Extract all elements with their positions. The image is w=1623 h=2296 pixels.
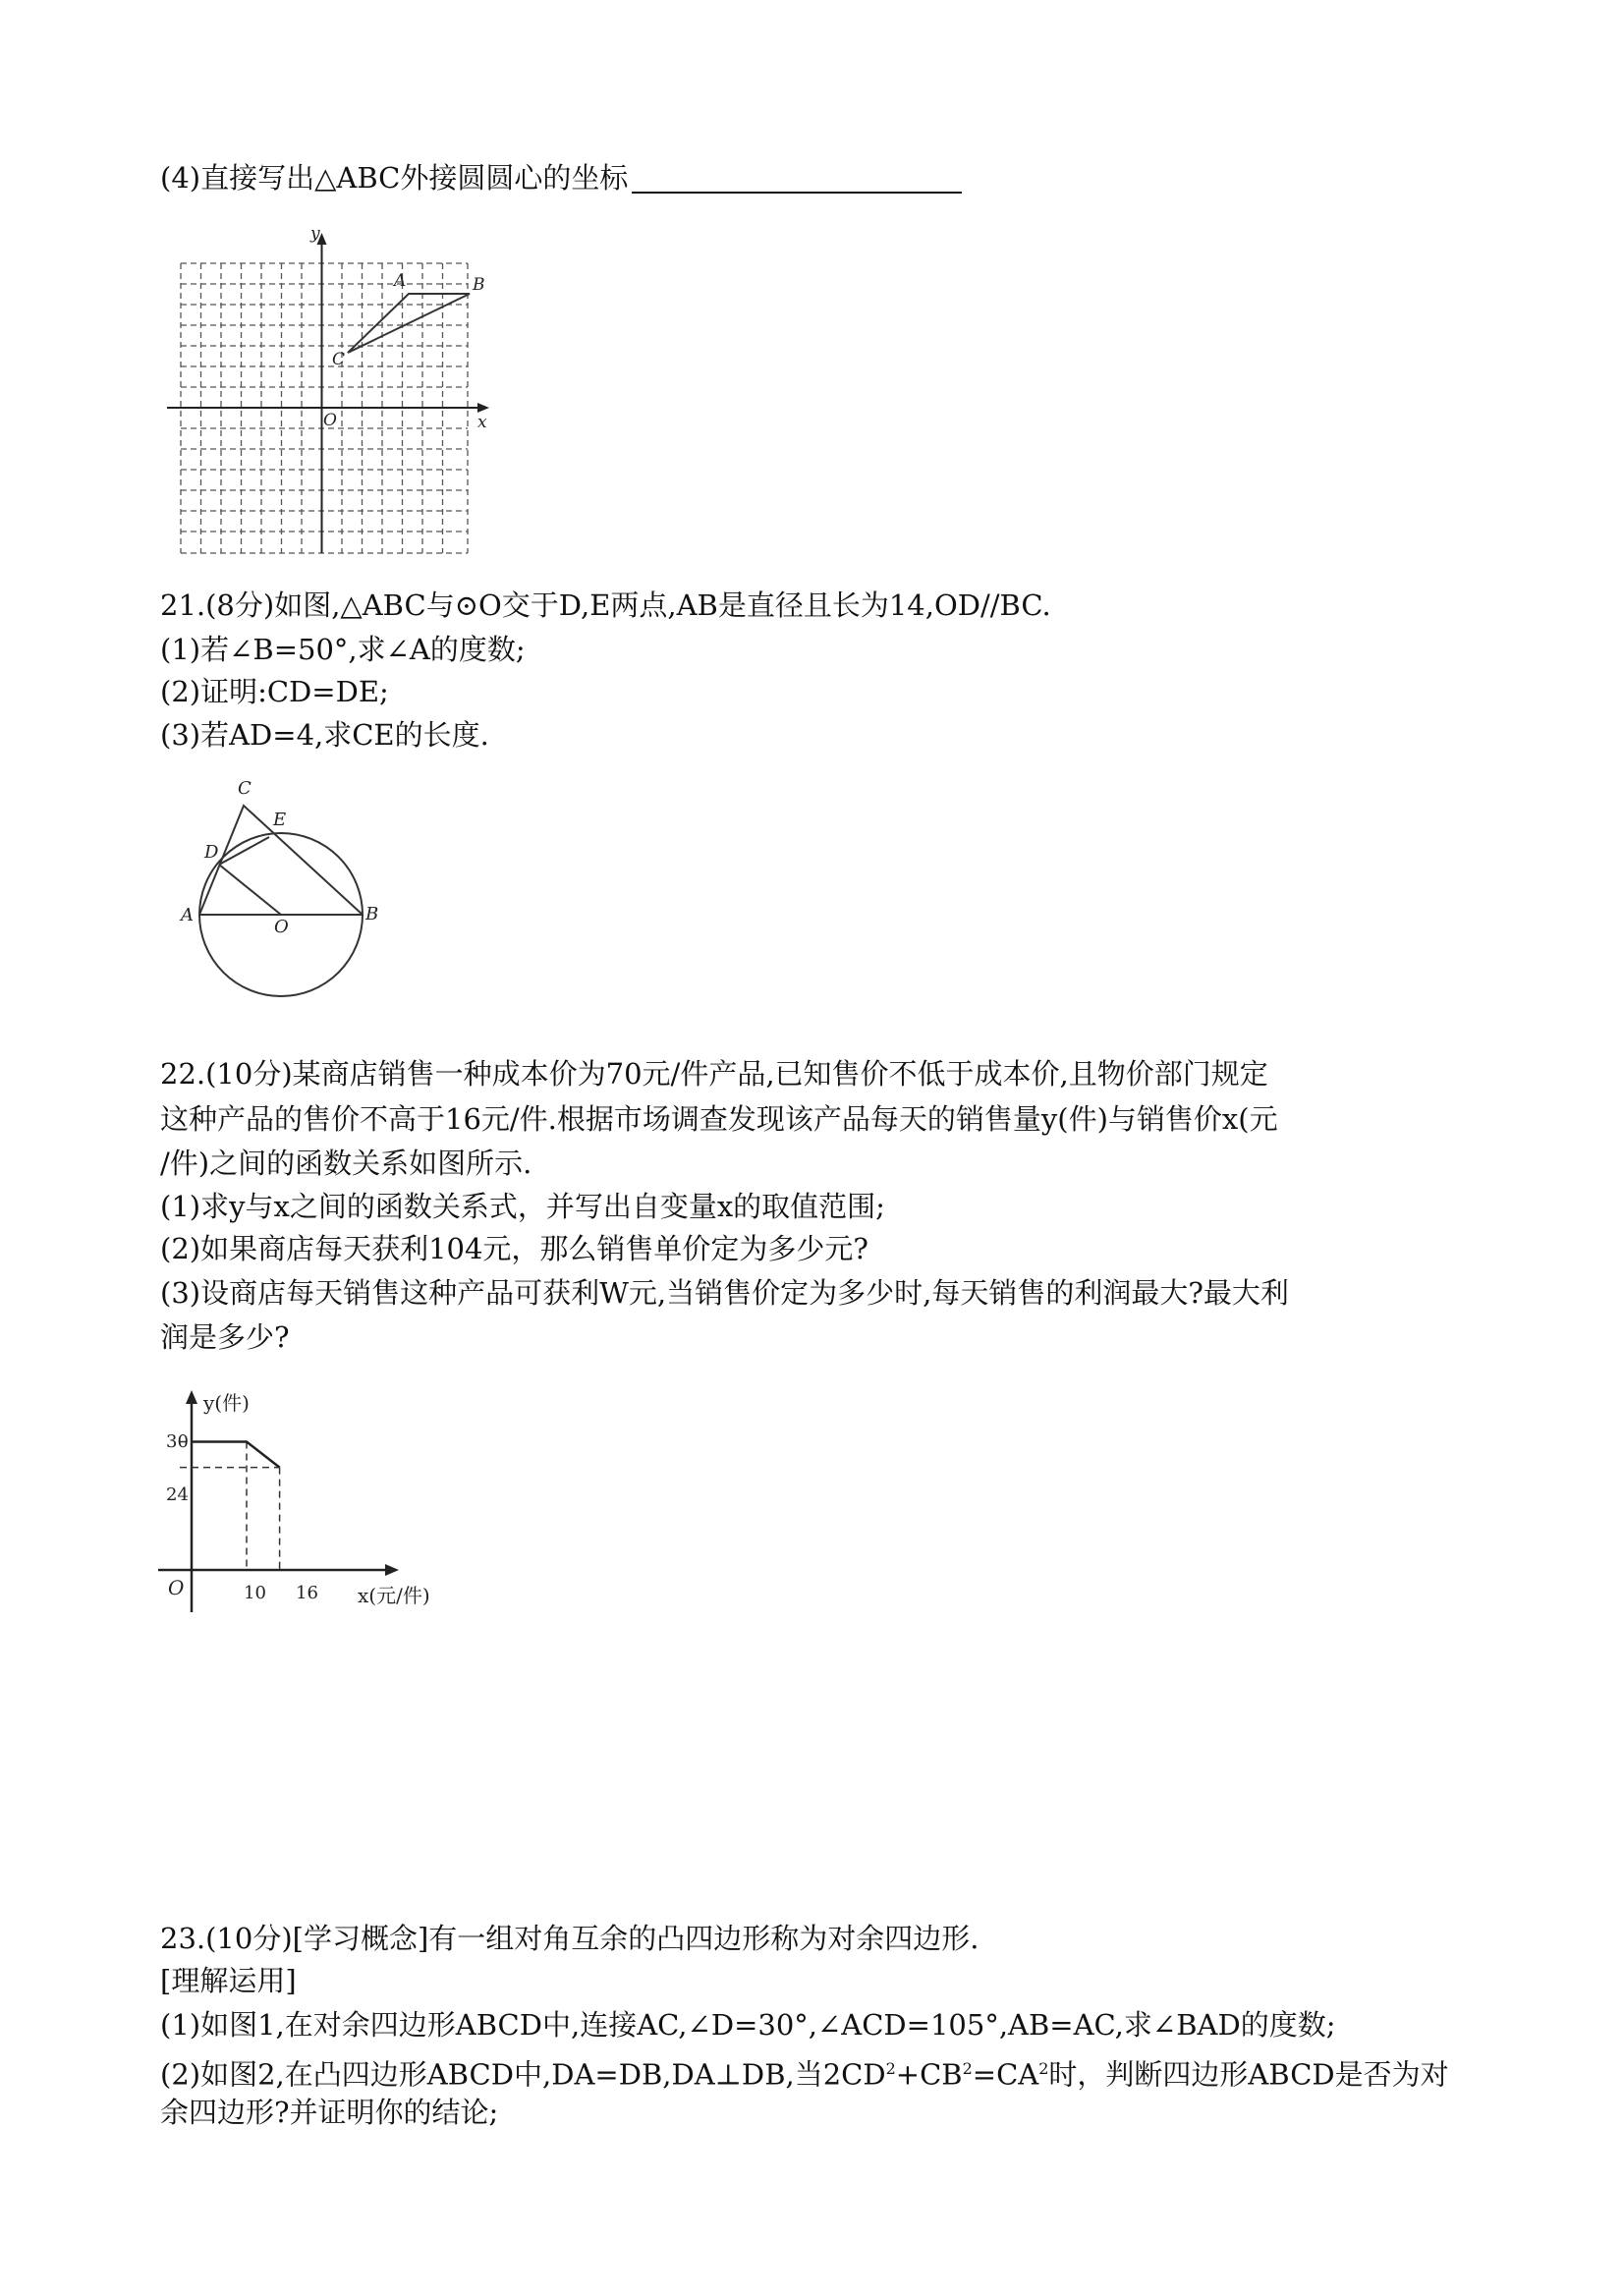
label-d: D bbox=[204, 842, 219, 863]
label-e: E bbox=[273, 810, 287, 830]
q20-grid-figure bbox=[157, 221, 496, 557]
q22-part3-line2: 润是多少? bbox=[160, 1320, 290, 1354]
x-axis-label: x(元/件) bbox=[358, 1584, 430, 1607]
q23-part2-line1 bbox=[160, 2051, 1449, 2093]
q22-stem-line2: 这种产品的售价不高于16元/件.根据市场调查发现该产品每天的销售量y(件)与销售价x(元 bbox=[160, 1102, 1278, 1136]
label-o: O bbox=[274, 917, 289, 937]
label-b: B bbox=[365, 904, 379, 924]
q22-part3-line1: (3)设商店每天销售这种产品可获利W元,当销售价定为多少时,每天销售的利润最大?最大利 bbox=[160, 1276, 1289, 1310]
label-a: A bbox=[394, 271, 407, 291]
q22-stem-line3: /件)之间的函数关系如图所示. bbox=[160, 1147, 532, 1180]
origin-label: O bbox=[168, 1576, 185, 1599]
x-tick-label-16: 16 bbox=[296, 1583, 318, 1603]
q23-part2-text-a: (2)如图2,在凸四边形ABCD中,DA=DB,DA⊥DB,当2CD bbox=[160, 2057, 886, 2092]
q22-stem-line1: 22.(10分)某商店销售一种成本价为70元/件产品,已知售价不低于成本价,且物价部门规定 bbox=[160, 1057, 1268, 1091]
q23-part2-text-b: +CB bbox=[895, 2057, 963, 2092]
q22-part2: (2)如果商店每天获利104元，那么销售单价定为多少元? bbox=[160, 1232, 868, 1265]
q23-part1: (1)如图1,在对余四边形ABCD中,连接AC,∠D=30°,∠ACD=105°,AB=AC,求∠BAD的度数; bbox=[160, 2008, 1336, 2042]
graph-y-arrow bbox=[186, 1390, 197, 1404]
q23-stem: 23.(10分)[学习概念]有一组对角互余的凸四边形称为对余四边形. bbox=[160, 1922, 979, 1955]
q23-part2-line2: 余四边形?并证明你的结论; bbox=[160, 2096, 499, 2129]
label-a: A bbox=[181, 905, 194, 925]
q22-sales-graph bbox=[152, 1380, 467, 1621]
superscript: 2 bbox=[1038, 2059, 1049, 2078]
q21-circle-figure bbox=[175, 774, 389, 998]
label-x: x bbox=[477, 413, 487, 432]
graph-x-arrow bbox=[385, 1564, 399, 1576]
q23-heading: [理解运用] bbox=[160, 1964, 297, 1997]
label-y: y bbox=[310, 224, 320, 244]
x-tick-label-10: 10 bbox=[244, 1583, 266, 1603]
q23-part2-text-d: 时，判断四边形ABCD是否为对 bbox=[1048, 2057, 1449, 2092]
q22-part1: (1)求y与x之间的函数关系式，并写出自变量x的取值范围; bbox=[160, 1190, 885, 1223]
q21-stem: 21.(8分)如图,△ABC与⊙O交于D,E两点,AB是直径且长为14,OD//BC. bbox=[160, 588, 1051, 622]
label-c: C bbox=[332, 350, 346, 369]
y-tick-label-24: 24 bbox=[166, 1484, 189, 1505]
answer-blank[interactable] bbox=[632, 162, 962, 194]
triangle-abc bbox=[348, 294, 470, 353]
label-c: C bbox=[238, 778, 252, 799]
q20-part4-text: (4)直接写出△ABC外接圆圆心的坐标 bbox=[160, 161, 629, 195]
superscript: 2 bbox=[962, 2059, 973, 2078]
x-axis-arrow bbox=[477, 403, 489, 413]
q23-part2-text-c: =CA bbox=[972, 2057, 1039, 2092]
q20-part4 bbox=[160, 160, 962, 196]
series-line bbox=[192, 1442, 280, 1468]
superscript: 2 bbox=[885, 2059, 896, 2078]
segment-od bbox=[219, 865, 281, 915]
label-origin: O bbox=[323, 411, 337, 430]
q21-part1: (1)若∠B=50°,求∠A的度数; bbox=[160, 633, 526, 666]
label-b: B bbox=[473, 275, 485, 295]
y-tick-label-30: 30 bbox=[166, 1431, 189, 1452]
y-axis-label: y(件) bbox=[203, 1391, 250, 1415]
q21-part3: (3)若AD=4,求CE的长度. bbox=[160, 718, 489, 752]
q21-part2: (2)证明:CD=DE; bbox=[160, 675, 389, 708]
